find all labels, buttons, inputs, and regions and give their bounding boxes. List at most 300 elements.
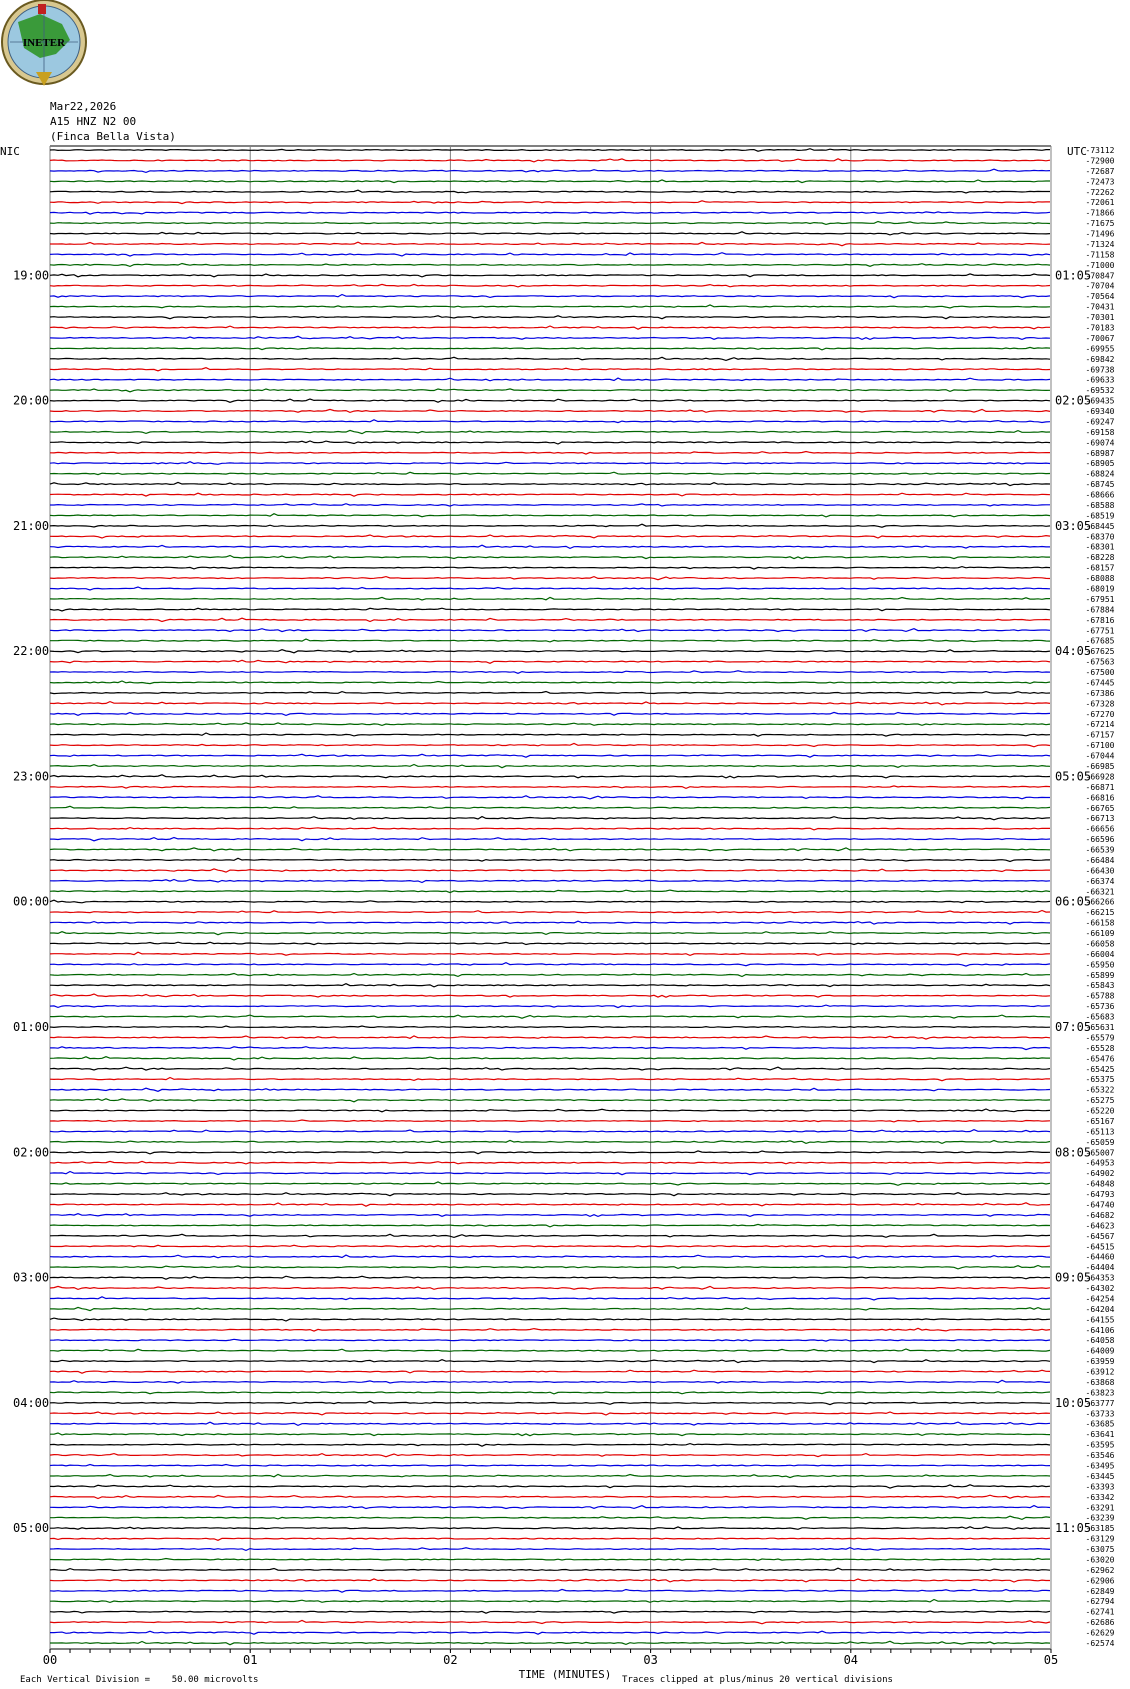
seismic-trace — [50, 264, 1050, 267]
trace-offset-label: -72061 — [1085, 198, 1115, 208]
trace-offset-label: -66004 — [1085, 949, 1115, 959]
seismic-trace — [50, 1579, 1050, 1582]
seismic-trace — [50, 368, 1050, 371]
seismic-trace — [50, 1057, 1050, 1060]
seismic-trace — [50, 1130, 1050, 1132]
seismic-trace — [50, 1631, 1050, 1634]
seismic-trace — [50, 848, 1050, 851]
trace-offset-label: -69158 — [1085, 427, 1115, 437]
trace-offset-label: -65167 — [1085, 1116, 1115, 1126]
seismic-trace — [50, 399, 1050, 402]
right-hour-label: 08:05 — [1055, 1145, 1092, 1160]
seismic-trace — [50, 567, 1050, 570]
right-hour-label: 07:05 — [1055, 1020, 1092, 1035]
trace-offset-label: -62906 — [1085, 1576, 1115, 1586]
seismic-trace — [50, 1349, 1050, 1351]
trace-offset-label: -63546 — [1085, 1451, 1115, 1461]
seismic-trace — [50, 869, 1050, 872]
seismic-trace — [50, 1067, 1050, 1070]
trace-offset-label: -66484 — [1085, 855, 1115, 865]
seismic-trace — [50, 1465, 1050, 1467]
trace-offset-label: -65899 — [1085, 970, 1115, 980]
seismic-trace — [50, 169, 1050, 172]
trace-offset-label: -62686 — [1085, 1618, 1115, 1628]
seismic-trace — [50, 1558, 1050, 1560]
trace-offset-label: -66266 — [1085, 897, 1115, 907]
seismic-trace — [50, 932, 1050, 935]
trace-offset-label: -64009 — [1085, 1346, 1115, 1356]
right-hour-label: 10:05 — [1055, 1395, 1092, 1410]
trace-offset-label: -65007 — [1085, 1148, 1115, 1158]
trace-offset-label: -69247 — [1085, 417, 1115, 427]
trace-offset-label: -69532 — [1085, 386, 1115, 396]
trace-offset-label: -64740 — [1085, 1200, 1115, 1210]
trace-offset-label: -68019 — [1085, 584, 1115, 594]
x-tick-label: 02 — [443, 1653, 458, 1667]
seismic-trace — [50, 942, 1050, 944]
seismic-trace — [50, 1005, 1050, 1008]
seismic-trace — [50, 629, 1050, 632]
scale-note: Each Vertical Division = 50.00 microvolts — [20, 1675, 259, 1685]
seismic-trace — [50, 1516, 1050, 1519]
seismic-trace — [50, 900, 1050, 903]
seismic-trace — [50, 1099, 1050, 1102]
trace-offset-label: -70301 — [1085, 313, 1115, 323]
trace-offset-label: -73112 — [1085, 146, 1115, 155]
station-label: A15 HNZ N2 00 — [50, 115, 137, 128]
trace-offset-label: -66430 — [1085, 866, 1115, 876]
seismic-trace — [50, 1120, 1050, 1122]
trace-offset-label: -67044 — [1085, 751, 1115, 761]
trace-offset-label: -66816 — [1085, 793, 1115, 803]
trace-offset-label: -66158 — [1085, 918, 1115, 928]
seismic-trace — [50, 890, 1050, 893]
trace-offset-label: -72262 — [1085, 187, 1115, 197]
clip-note: Traces clipped at plus/minus 20 vertical divisions — [622, 1675, 893, 1685]
trace-offset-label: -63777 — [1085, 1398, 1115, 1408]
trace-offset-label: -67816 — [1085, 615, 1115, 625]
seismic-trace — [50, 190, 1050, 193]
trace-offset-label: -70431 — [1085, 302, 1115, 312]
trace-offset-label: -65683 — [1085, 1012, 1115, 1022]
trace-offset-label: -67386 — [1085, 688, 1115, 698]
seismic-trace — [50, 1392, 1050, 1394]
trace-offset-label: -64204 — [1085, 1304, 1115, 1314]
seismic-trace — [50, 378, 1050, 381]
trace-offset-label: -64302 — [1085, 1284, 1115, 1294]
trace-offset-label: -69633 — [1085, 375, 1115, 385]
trace-offset-label: -64106 — [1085, 1325, 1115, 1335]
trace-offset-label: -66109 — [1085, 929, 1115, 939]
trace-offset-label: -66058 — [1085, 939, 1115, 949]
x-tick-label: 05 — [1043, 1653, 1059, 1667]
seismic-trace — [50, 556, 1050, 559]
seismic-trace — [50, 1412, 1050, 1415]
trace-offset-label: -64404 — [1085, 1263, 1115, 1273]
seismic-trace — [50, 1444, 1050, 1447]
seismic-trace — [50, 295, 1050, 298]
trace-offset-label: -66215 — [1085, 908, 1115, 918]
trace-offset-label: -68745 — [1085, 480, 1115, 490]
seismic-trace — [50, 514, 1050, 517]
seismic-trace — [50, 420, 1050, 423]
trace-offset-label: -63868 — [1085, 1377, 1115, 1387]
x-tick-label: 00 — [42, 1653, 58, 1667]
seismic-trace — [50, 482, 1050, 485]
trace-offset-label: -68666 — [1085, 490, 1115, 500]
seismic-trace — [50, 389, 1050, 392]
trace-offset-label: -63129 — [1085, 1534, 1115, 1544]
seismic-trace — [50, 441, 1050, 444]
trace-offset-label: -67270 — [1085, 709, 1115, 719]
trace-offset-label: -67751 — [1085, 626, 1115, 636]
seismic-trace — [50, 462, 1050, 465]
trace-offset-label: -65059 — [1085, 1137, 1115, 1147]
trace-offset-label: -62794 — [1085, 1597, 1115, 1607]
trace-offset-label: -67884 — [1085, 605, 1115, 615]
seismic-trace — [50, 1255, 1050, 1258]
seismic-trace — [50, 817, 1050, 820]
trace-offset-label: -67100 — [1085, 741, 1115, 751]
trace-offset-label: -63291 — [1085, 1503, 1115, 1513]
seismic-trace — [50, 1172, 1050, 1175]
seismic-trace — [50, 974, 1050, 977]
trace-offset-label: -64058 — [1085, 1336, 1115, 1346]
seismic-trace — [50, 472, 1050, 474]
seismic-trace — [50, 159, 1050, 162]
seismic-trace — [50, 504, 1050, 506]
trace-offset-label: -67445 — [1085, 678, 1115, 688]
trace-offset-label: -63959 — [1085, 1357, 1115, 1367]
trace-offset-label: -65275 — [1085, 1096, 1115, 1106]
trace-offset-label: -68301 — [1085, 542, 1115, 552]
trace-offset-label: -69738 — [1085, 365, 1115, 375]
seismic-trace — [50, 1307, 1050, 1310]
seismic-trace — [50, 1182, 1050, 1185]
seismic-trace — [50, 1140, 1050, 1143]
x-tick-label: 01 — [242, 1653, 258, 1667]
seismic-trace — [50, 1297, 1050, 1300]
right-hour-label: 11:05 — [1055, 1521, 1092, 1536]
seismic-trace — [50, 316, 1050, 319]
trace-offset-label: -66374 — [1085, 876, 1115, 886]
date-label: Mar22,2026 — [50, 100, 117, 113]
trace-offset-label: -65375 — [1085, 1075, 1115, 1085]
trace-offset-label: -66321 — [1085, 887, 1115, 897]
trace-offset-label: -66539 — [1085, 845, 1115, 855]
seismic-trace — [50, 326, 1050, 329]
trace-offset-label: -63185 — [1085, 1524, 1115, 1534]
seismic-trace — [50, 921, 1050, 924]
trace-offset-label: -65425 — [1085, 1064, 1115, 1074]
trace-offset-label: -63823 — [1085, 1388, 1115, 1398]
seismic-trace — [50, 1047, 1050, 1050]
trace-offset-label: -64515 — [1085, 1242, 1115, 1252]
trace-offset-label: -64902 — [1085, 1169, 1115, 1179]
left-hour-label: 05:00 — [13, 1521, 50, 1536]
trace-offset-label: -71675 — [1085, 219, 1115, 229]
seismic-trace — [50, 827, 1050, 830]
trace-offset-label: -64793 — [1085, 1190, 1115, 1200]
seismic-trace — [50, 1454, 1050, 1457]
seismic-trace — [50, 222, 1050, 225]
seismic-trace — [50, 253, 1050, 256]
seismic-trace — [50, 838, 1050, 841]
seismic-trace — [50, 1203, 1050, 1206]
seismic-trace — [50, 911, 1050, 913]
trace-offset-label: -65113 — [1085, 1127, 1115, 1137]
trace-offset-label: -67685 — [1085, 636, 1115, 646]
seismic-trace — [50, 1109, 1050, 1112]
seismic-trace — [50, 1015, 1050, 1018]
seismic-trace — [50, 1568, 1050, 1570]
trace-offset-label: -65528 — [1085, 1043, 1115, 1053]
trace-offset-label: -69435 — [1085, 396, 1115, 406]
trace-offset-label: -68228 — [1085, 553, 1115, 563]
seismic-trace — [50, 806, 1050, 808]
trace-offset-label: -65843 — [1085, 981, 1115, 991]
trace-offset-label: -63342 — [1085, 1492, 1115, 1502]
seismic-trace — [50, 765, 1050, 768]
seismic-trace — [50, 587, 1050, 590]
right-hour-label: 05:05 — [1055, 769, 1092, 784]
seismic-trace — [50, 1422, 1050, 1425]
trace-offset-label: -72900 — [1085, 156, 1115, 166]
trace-offset-label: -68370 — [1085, 532, 1115, 542]
seismic-trace — [50, 775, 1050, 778]
trace-offset-label: -69074 — [1085, 438, 1115, 448]
seismic-trace — [50, 1589, 1050, 1592]
trace-offset-label: -70067 — [1085, 333, 1115, 343]
trace-offset-label: -65220 — [1085, 1106, 1115, 1116]
seismic-trace — [50, 149, 1050, 152]
trace-offset-label: -68987 — [1085, 448, 1115, 458]
seismic-trace — [50, 660, 1050, 663]
logo-text: INETER — [22, 37, 66, 49]
left-hour-label: 02:00 — [13, 1145, 50, 1160]
seismic-trace — [50, 1151, 1050, 1154]
seismic-trace — [50, 1600, 1050, 1603]
seismic-trace — [50, 1611, 1050, 1613]
seismic-trace — [50, 493, 1050, 496]
trace-offset-label: -64460 — [1085, 1252, 1115, 1262]
trace-offset-label: -69340 — [1085, 407, 1115, 417]
right-hour-label: 09:05 — [1055, 1270, 1092, 1285]
trace-offset-label: -68445 — [1085, 521, 1115, 531]
left-hour-label: 22:00 — [13, 644, 50, 659]
trace-offset-label: -63733 — [1085, 1409, 1115, 1419]
seismic-trace — [50, 618, 1050, 621]
seismic-trace — [50, 723, 1050, 726]
seismic-trace — [50, 952, 1050, 955]
seismic-trace — [50, 1286, 1050, 1289]
trace-offset-label: -71496 — [1085, 229, 1115, 239]
seismic-trace — [50, 232, 1050, 235]
trace-offset-label: -69842 — [1085, 354, 1115, 364]
trace-offset-label: -72687 — [1085, 166, 1115, 176]
trace-offset-label: -64848 — [1085, 1179, 1115, 1189]
trace-offset-label: -67500 — [1085, 668, 1115, 678]
trace-offset-label: -65476 — [1085, 1054, 1115, 1064]
seismic-trace — [50, 1548, 1050, 1551]
x-tick-label: 03 — [643, 1653, 658, 1667]
seismic-trace — [50, 357, 1050, 360]
trace-offset-label: -64254 — [1085, 1294, 1115, 1304]
trace-offset-label: -64682 — [1085, 1210, 1115, 1220]
seismic-trace — [50, 524, 1050, 527]
right-timezone-label: UTC — [1067, 145, 1087, 158]
trace-offset-label: -67951 — [1085, 594, 1115, 604]
seismic-trace — [50, 1276, 1050, 1279]
trace-offset-label: -66596 — [1085, 835, 1115, 845]
seismic-trace — [50, 1433, 1050, 1436]
seismic-trace — [50, 1527, 1050, 1530]
seismic-trace — [50, 1538, 1050, 1540]
seismic-trace — [50, 1474, 1050, 1477]
trace-offset-label: -66656 — [1085, 824, 1115, 834]
seismic-trace — [50, 796, 1050, 799]
trace-offset-label: -63595 — [1085, 1440, 1115, 1450]
seismic-trace — [50, 1380, 1050, 1383]
x-axis-label: TIME (MINUTES) — [518, 1668, 612, 1681]
seismic-trace — [50, 1318, 1050, 1321]
trace-offset-label: -70847 — [1085, 271, 1115, 281]
trace-offset-label: -67214 — [1085, 720, 1115, 730]
seismic-trace — [50, 1620, 1050, 1623]
seismic-trace — [50, 733, 1050, 736]
trace-offset-label: -63912 — [1085, 1367, 1115, 1377]
trace-offset-label: -69955 — [1085, 344, 1115, 354]
seismic-trace — [50, 650, 1050, 653]
seismic-trace — [50, 284, 1050, 287]
trace-offset-label: -62629 — [1085, 1628, 1115, 1638]
trace-offset-label: -62574 — [1085, 1639, 1115, 1648]
trace-offset-label: -71000 — [1085, 260, 1115, 270]
trace-offset-label: -66928 — [1085, 772, 1115, 782]
seismic-trace — [50, 963, 1050, 966]
trace-offset-label: -66985 — [1085, 761, 1115, 771]
trace-offset-label: -66713 — [1085, 814, 1115, 824]
trace-offset-label: -63445 — [1085, 1471, 1115, 1481]
seismic-trace — [50, 1401, 1050, 1404]
trace-offset-label: -64567 — [1085, 1231, 1115, 1241]
seismic-trace — [50, 212, 1050, 214]
left-hour-label: 01:00 — [13, 1020, 50, 1035]
trace-offset-label: -65788 — [1085, 991, 1115, 1001]
trace-offset-label: -66871 — [1085, 782, 1115, 792]
seismic-trace — [50, 1360, 1050, 1363]
trace-offset-label: -63239 — [1085, 1513, 1115, 1523]
seismic-trace — [50, 1339, 1050, 1341]
seismic-trace — [50, 1088, 1050, 1091]
seismic-trace — [50, 786, 1050, 789]
left-hour-label: 23:00 — [13, 769, 50, 784]
seismic-trace — [50, 1328, 1050, 1331]
seismic-trace — [50, 347, 1050, 350]
left-hour-label: 03:00 — [13, 1270, 50, 1285]
seismic-trace — [50, 608, 1050, 611]
seismic-trace — [50, 201, 1050, 204]
trace-offset-label: -67563 — [1085, 657, 1115, 667]
trace-offset-label: -68588 — [1085, 500, 1115, 510]
trace-offset-label: -64623 — [1085, 1221, 1115, 1231]
trace-offset-label: -67625 — [1085, 647, 1115, 657]
seismic-trace — [50, 545, 1050, 548]
trace-offset-label: -65736 — [1085, 1002, 1115, 1012]
trace-offset-label: -64953 — [1085, 1158, 1115, 1168]
seismic-trace — [50, 1161, 1050, 1164]
seismic-trace — [50, 336, 1050, 339]
trace-offset-label: -68519 — [1085, 511, 1115, 521]
left-hour-label: 21:00 — [13, 518, 50, 533]
seismic-trace — [50, 180, 1050, 183]
seismic-trace — [50, 430, 1050, 433]
trace-offset-label: -67157 — [1085, 730, 1115, 740]
right-hour-label: 04:05 — [1055, 644, 1092, 659]
seismic-trace — [50, 681, 1050, 684]
seismic-trace — [50, 242, 1050, 246]
left-hour-label: 04:00 — [13, 1395, 50, 1410]
left-timezone-label: NIC — [0, 145, 20, 158]
location-label: (Finca Bella Vista) — [50, 130, 176, 143]
trace-offset-label: -68088 — [1085, 574, 1115, 584]
right-hour-label: 01:05 — [1055, 268, 1092, 283]
seismic-trace — [50, 1224, 1050, 1227]
trace-offset-label: -64353 — [1085, 1273, 1115, 1283]
seismic-trace — [50, 1485, 1050, 1488]
seismic-trace — [50, 1193, 1050, 1196]
right-hour-label: 06:05 — [1055, 894, 1092, 909]
right-hour-label: 02:05 — [1055, 393, 1092, 408]
trace-offset-label: -67328 — [1085, 699, 1115, 709]
seismic-trace — [50, 1266, 1050, 1269]
trace-offset-label: -65950 — [1085, 960, 1115, 970]
trace-offset-label: -71866 — [1085, 208, 1115, 218]
trace-offset-label: -63495 — [1085, 1461, 1115, 1471]
seismic-trace — [50, 1641, 1050, 1644]
seismic-trace — [50, 702, 1050, 705]
seismic-trace — [50, 1506, 1050, 1509]
seismic-trace — [50, 1026, 1050, 1027]
trace-offset-label: -62849 — [1085, 1586, 1115, 1596]
seismic-trace — [50, 577, 1050, 580]
seismic-trace — [50, 1245, 1050, 1246]
trace-offset-label: -66765 — [1085, 803, 1115, 813]
trace-offset-label: -68157 — [1085, 563, 1115, 573]
seismic-trace — [50, 274, 1050, 277]
trace-offset-label: -62962 — [1085, 1565, 1115, 1575]
left-hour-label: 00:00 — [13, 894, 50, 909]
seismic-trace — [50, 671, 1050, 674]
trace-offset-label: -68824 — [1085, 469, 1115, 479]
trace-offset-label: -62741 — [1085, 1607, 1115, 1617]
trace-offset-label: -72473 — [1085, 177, 1115, 187]
trace-offset-label: -65631 — [1085, 1023, 1115, 1033]
seismic-trace — [50, 1495, 1050, 1498]
seismic-trace — [50, 754, 1050, 757]
seismic-trace — [50, 1370, 1050, 1373]
seismic-trace — [50, 409, 1050, 412]
seismic-trace — [50, 994, 1050, 997]
seismic-trace — [50, 692, 1050, 694]
x-tick-label: 04 — [843, 1653, 859, 1667]
trace-offset-label: -63393 — [1085, 1482, 1115, 1492]
seismic-trace — [50, 452, 1050, 455]
trace-offset-label: -64155 — [1085, 1315, 1115, 1325]
left-hour-label: 19:00 — [13, 268, 50, 283]
trace-offset-label: -70704 — [1085, 281, 1115, 291]
right-hour-label: 03:05 — [1055, 518, 1092, 533]
